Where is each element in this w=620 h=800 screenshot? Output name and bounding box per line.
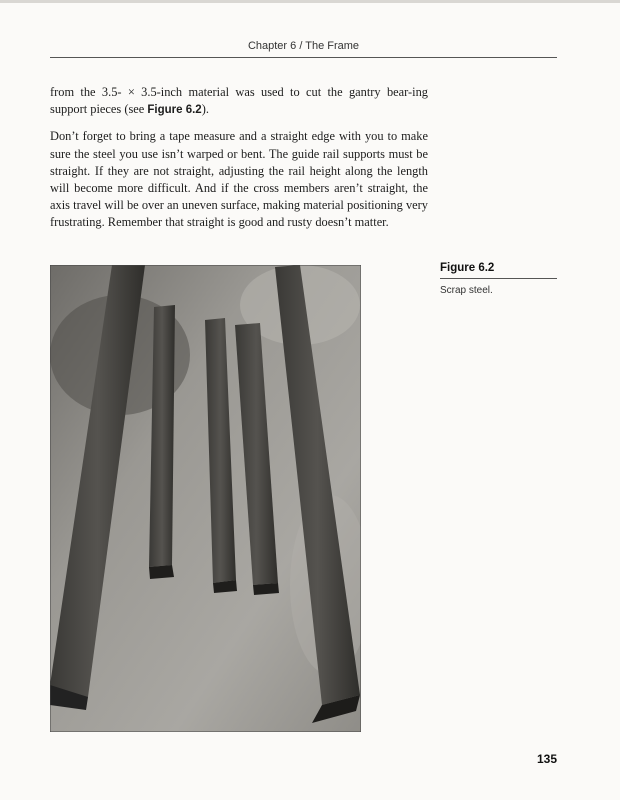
paragraph-1-text: from the 3.5- × 3.5-inch material was used to cut the gantry bear-ing support pieces (see (50, 85, 428, 117)
figure-photo-scrap-steel (50, 265, 361, 732)
figure-reference: Figure 6.2 (147, 104, 202, 117)
running-head: Chapter 6 / The Frame (247, 40, 360, 52)
figure-label: Figure 6.2 (440, 262, 495, 274)
caption-rule (440, 278, 557, 279)
scan-edge (0, 0, 620, 3)
body-text (50, 84, 428, 241)
page-number: 135 (536, 752, 557, 766)
paragraph-2: Don’t forget to bring a tape measure and a straight edge with you to make sure the steel you use isn’t warped or bent. The guide rail supports must be straight. If they are not straight, adjusting the rail height along the length will become more difficult. And if the cross members aren’t straight, the axis travel will be over an uneven surface, making material positioning very frustrating. Remember that straight is good and rusty doesn’t matter. (50, 129, 428, 230)
figure-caption: Scrap steel. (440, 285, 493, 296)
paragraph-1-end: ). (201, 102, 209, 117)
paragraph-1 (50, 84, 428, 119)
header-rule (50, 57, 557, 58)
